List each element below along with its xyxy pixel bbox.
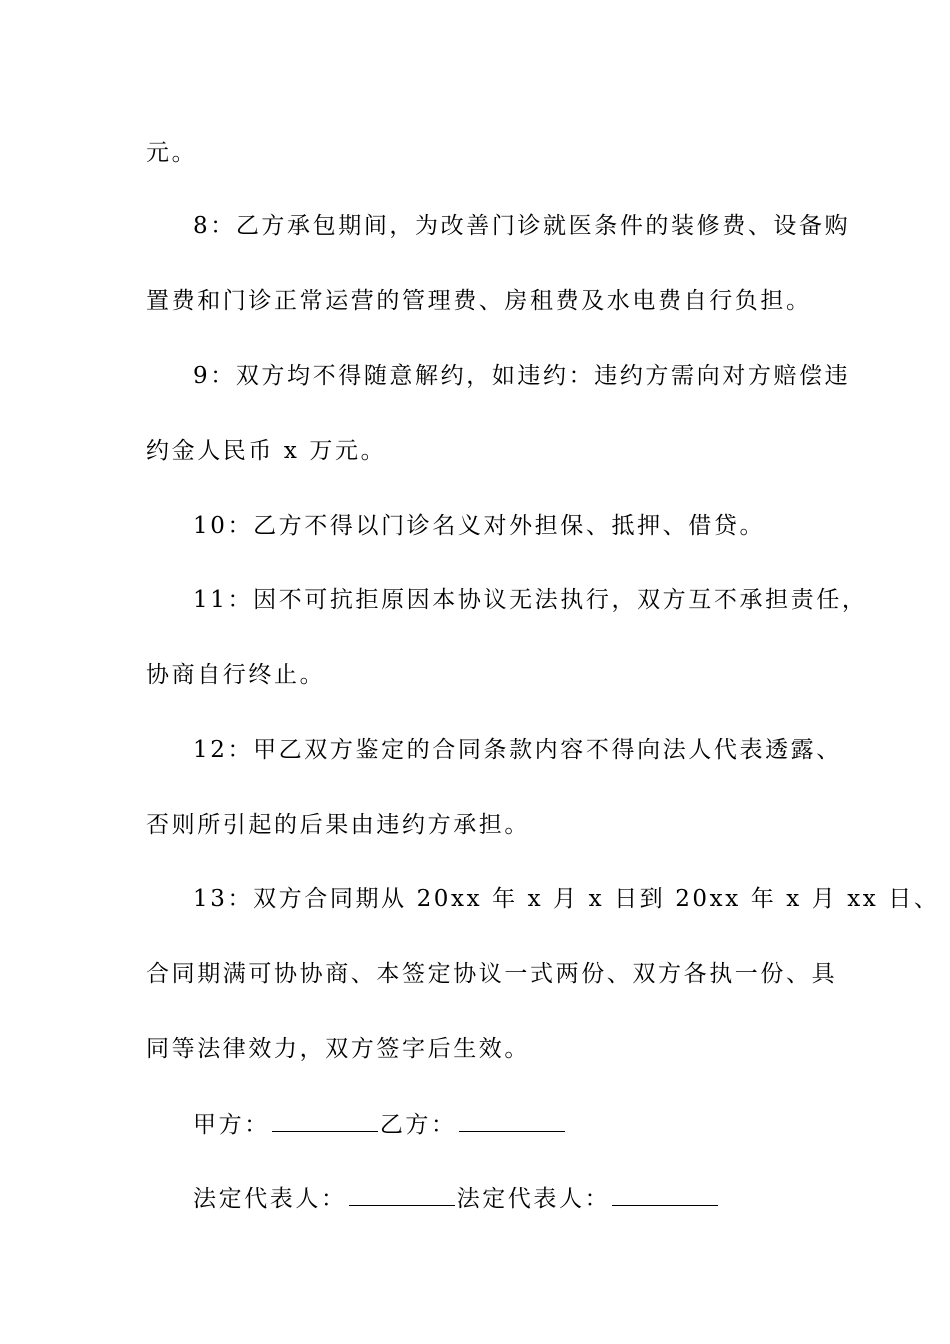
rep-b-label: 法定代表人： [456,1186,611,1212]
clause-9-line-1: 9：双方均不得随意解约，如违约：违约方需向对方赔偿违 [193,363,851,389]
signature-representatives-row [193,1183,720,1214]
party-a-label: 甲方： [193,1112,270,1138]
clause-8-line-1: 8：乙方承包期间，为改善门诊就医条件的装修费、设备购 [193,213,851,239]
clause-13-line-1: 13：双方合同期从 20xx 年 x 月 x 日到 20xx 年 x 月 xx 日、 [193,886,940,912]
party-b-blank [459,1109,565,1132]
clause-9-line-2: 约金人民币 x 万元。 [146,438,387,464]
clause-8-line-2: 置费和门诊正常运营的管理费、房租费及水电费自行负担。 [146,288,812,314]
clause-11-line-1: 11：因不可抗拒原因本协议无法执行，双方互不承担责任， [193,587,868,613]
rep-b-blank [612,1183,718,1206]
clause-13-line-3: 同等法律效力，双方签字后生效。 [146,1036,530,1062]
clause-12-line-1: 12：甲乙双方鉴定的合同条款内容不得向法人代表透露、 [193,737,842,763]
rep-a-label: 法定代表人： [193,1186,347,1212]
party-b-label: 乙方： [379,1112,457,1138]
rep-a-blank [349,1183,455,1206]
signature-parties-row [193,1109,567,1140]
clause-12-line-2: 否则所引起的后果由违约方承担。 [146,812,530,838]
clause-11-line-2: 协商自行终止。 [146,662,326,688]
party-a-blank [272,1109,378,1132]
paragraph-line: 元。 [146,140,198,166]
clause-10-line-1: 10：乙方不得以门诊名义对外担保、抵押、借贷。 [193,513,766,539]
clause-13-line-2: 合同期满可协协商、本签定协议一式两份、双方各执一份、具 [146,961,838,987]
